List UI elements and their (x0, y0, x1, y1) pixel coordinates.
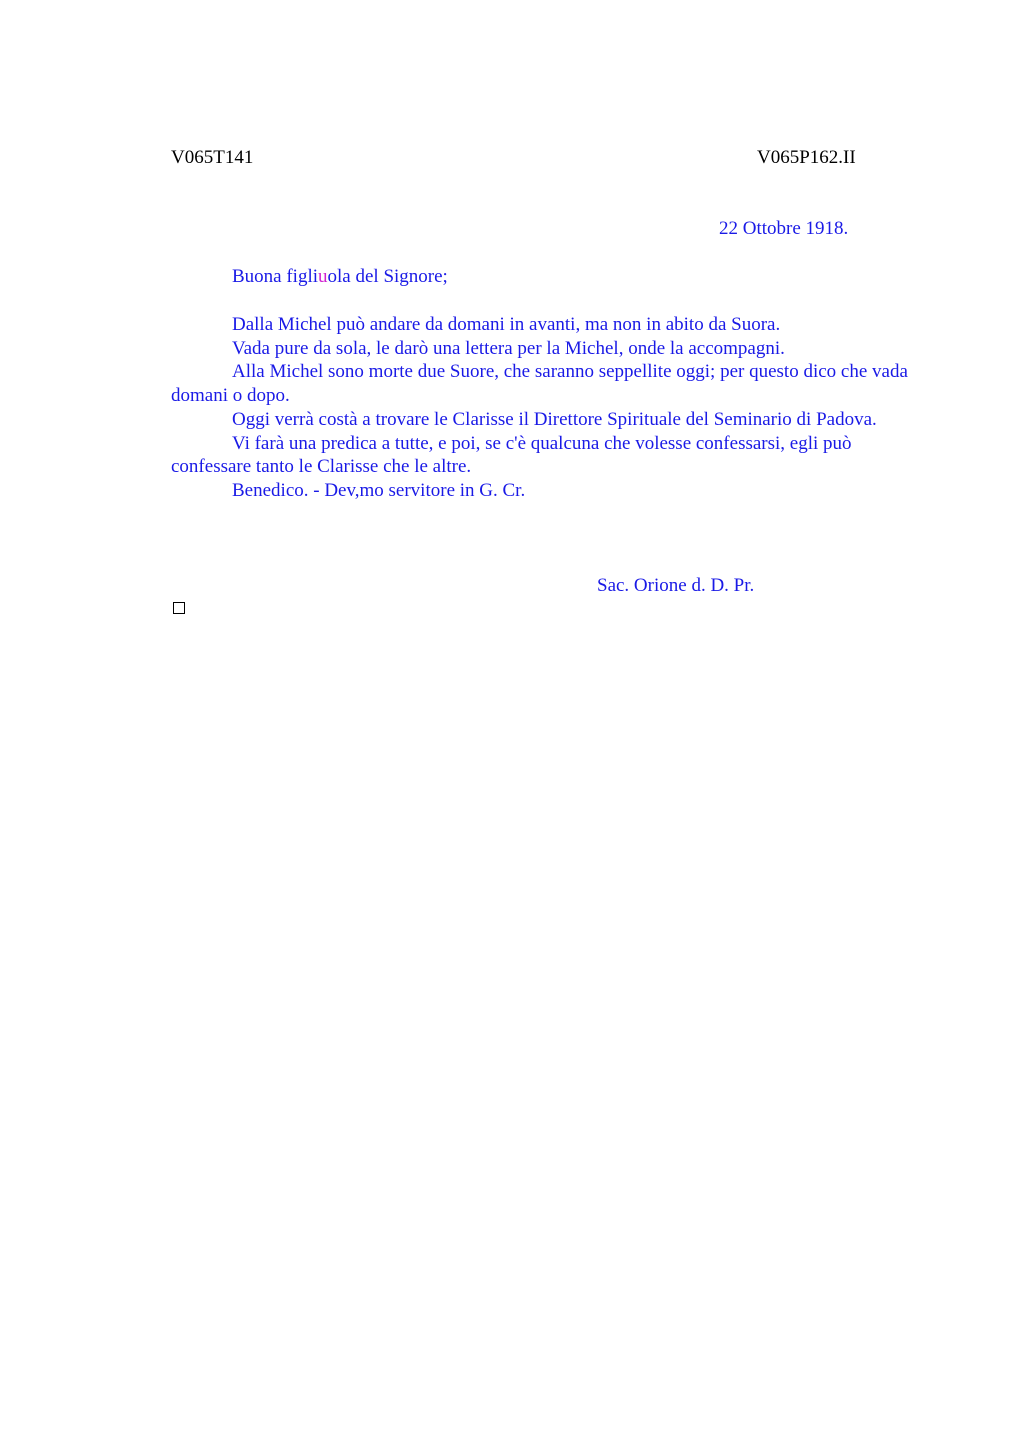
letter-paragraph-6: Benedico. - Dev,mo servitore in G. Cr. (232, 479, 526, 501)
letter-paragraph-1: Dalla Michel può andare da domani in avanti, ma non in abito da Suora. (232, 314, 781, 335)
end-marker-box-icon (173, 602, 185, 614)
letter-signature: Sac. Orione d. D. Pr. (597, 575, 755, 596)
document-code-left: V065T141 (171, 147, 254, 168)
salutation-part-1: Buona figli (232, 266, 319, 287)
letter-body (171, 313, 931, 503)
salutation-part-2: ola del Signore; (327, 266, 448, 287)
letter-salutation (232, 266, 448, 288)
letter-paragraph-3: Alla Michel sono morte due Suore, che saranno seppellite oggi; per questo dico che vada domani o dopo. (171, 361, 908, 407)
salutation-highlighted-letter: u (318, 266, 328, 287)
document-code-right: V065P162.II (757, 147, 856, 168)
letter-date: 22 Ottobre 1918. (719, 218, 849, 239)
letter-paragraph-2: Vada pure da sola, le darò una lettera per la Michel, onde la accompagni. (232, 337, 785, 359)
letter-paragraph-5: Vi farà una predica a tutte, e poi, se c'è qualcuna che volesse confessarsi, egli può confessare tanto le Clarisse che le altre. (171, 432, 852, 478)
letter-paragraph-4: Oggi verrà costà a trovare le Clarisse il Direttore Spirituale del Seminario di Padova. (232, 408, 877, 430)
